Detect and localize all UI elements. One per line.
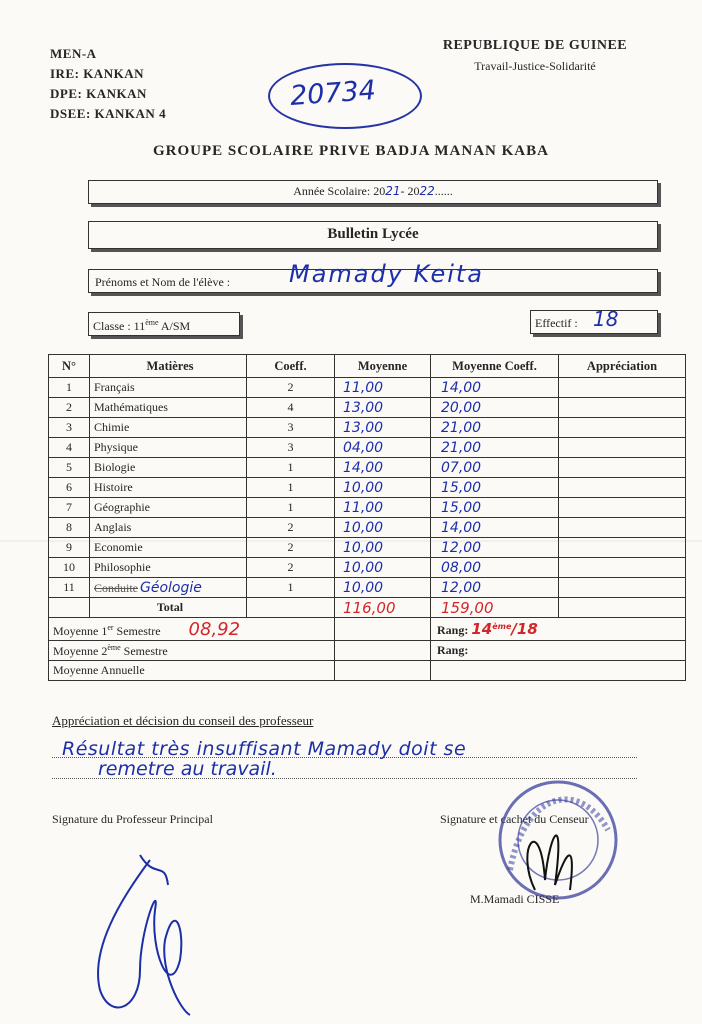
moyenne-cell: 10,00 <box>335 518 431 538</box>
effectif-value: 18 <box>593 307 619 331</box>
semester1-label-sup: er <box>107 622 114 632</box>
appreciation-cell <box>559 518 686 538</box>
row-number: 6 <box>49 478 90 498</box>
dsee-line: DSEE: KANKAN 4 <box>50 106 167 121</box>
moyenne-cell: 04,00 <box>335 438 431 458</box>
row-number: 3 <box>49 418 90 438</box>
grade-row <box>49 578 686 598</box>
class-label-suffix: A/SM <box>158 319 191 333</box>
semester1-blank <box>335 618 431 641</box>
appreciation-text-2: remetre au travail. <box>98 758 277 780</box>
censor-signature-label: Signature et cachet du Censeur <box>440 812 589 826</box>
semester2-label-suffix: Semestre <box>120 643 168 658</box>
moyenne-coeff-cell: 15,00 <box>431 478 559 498</box>
grade-row <box>49 498 686 518</box>
total-moyenne: 116,00 <box>335 598 431 618</box>
semester1-row <box>49 618 686 641</box>
total-row <box>49 598 686 618</box>
moyenne-coeff-cell: 21,00 <box>431 418 559 438</box>
semester2-label-text: Moyenne 2 <box>53 643 108 658</box>
row-number: 4 <box>49 438 90 458</box>
subject-name: Chimie <box>94 420 130 434</box>
grade-row <box>49 458 686 478</box>
grades-table <box>48 354 686 681</box>
col-header-number: N° <box>49 355 90 378</box>
subject-cell <box>90 578 247 598</box>
subject-name: Géographie <box>94 500 150 514</box>
semester1-label-suffix: Semestre <box>113 623 161 638</box>
appreciation-cell <box>559 378 686 398</box>
total-coeff <box>247 598 335 618</box>
class-label-prefix: Classe : 11 <box>93 319 146 333</box>
col-header-moyenne-coeff: Moyenne Coeff. <box>431 355 559 378</box>
effectif-box <box>530 307 658 334</box>
school-year-end: 22 <box>419 184 435 198</box>
semester2-row <box>49 641 686 661</box>
annual-row <box>49 661 686 681</box>
bulletin-title: Bulletin Lycée <box>327 226 419 242</box>
subject-cell <box>90 438 247 458</box>
subject-cell <box>90 458 247 478</box>
moyenne-coeff-cell: 21,00 <box>431 438 559 458</box>
total-blank <box>49 598 90 618</box>
class-label <box>93 318 190 334</box>
moyenne-coeff-cell: 08,00 <box>431 558 559 578</box>
class-label-sup: ème <box>145 318 159 327</box>
grade-row <box>49 558 686 578</box>
school-year-start: 21 <box>385 184 401 198</box>
appreciation-cell <box>559 398 686 418</box>
school-year-label: Année Scolaire: 20 <box>293 184 386 198</box>
grades-header-row <box>49 355 686 378</box>
moyenne-coeff-cell: 20,00 <box>431 398 559 418</box>
row-number: 7 <box>49 498 90 518</box>
subject-name: Conduite <box>94 580 138 595</box>
moyenne-coeff-cell: 12,00 <box>431 538 559 558</box>
effectif-label: Effectif : <box>535 316 578 330</box>
moyenne-coeff-cell: 15,00 <box>431 498 559 518</box>
subject-name: Physique <box>94 440 139 454</box>
rank-sup: ème <box>492 622 512 631</box>
coeff-cell: 2 <box>247 378 335 398</box>
rank2-label: Rang: <box>437 643 469 657</box>
moyenne-coeff-cell: 12,00 <box>431 578 559 598</box>
appreciation-cell <box>559 418 686 438</box>
doc-number: 20734 <box>289 75 377 112</box>
total-moyenne-coeff: 159,00 <box>431 598 559 618</box>
coeff-cell: 1 <box>247 578 335 598</box>
school-year-mid: - 20 <box>400 184 420 198</box>
moyenne-cell: 11,00 <box>335 378 431 398</box>
subject-name: Mathématiques <box>94 400 168 414</box>
annual-rank <box>431 661 686 681</box>
subject-name: Français <box>94 380 135 394</box>
col-header-subject: Matières <box>90 355 247 378</box>
coeff-cell: 1 <box>247 478 335 498</box>
coeff-cell: 2 <box>247 558 335 578</box>
moyenne-cell: 10,00 <box>335 558 431 578</box>
row-number: 2 <box>49 398 90 418</box>
total-appreciation <box>559 598 686 618</box>
appreciation-cell <box>559 458 686 478</box>
moyenne-cell: 10,00 <box>335 478 431 498</box>
moyenne-coeff-cell: 14,00 <box>431 378 559 398</box>
semester2-label <box>49 641 335 661</box>
subject-cell <box>90 518 247 538</box>
semester1-average: 08,92 <box>188 618 241 640</box>
coeff-cell: 3 <box>247 438 335 458</box>
republic-title: REPUBLIQUE DE GUINEE <box>442 38 628 53</box>
coeff-cell: 1 <box>247 458 335 478</box>
appreciation-cell <box>559 478 686 498</box>
moyenne-cell: 10,00 <box>335 578 431 598</box>
subject-cell <box>90 498 247 518</box>
grade-row <box>49 378 686 398</box>
appreciation-cell <box>559 538 686 558</box>
subject-cell <box>90 398 247 418</box>
row-number: 8 <box>49 518 90 538</box>
coeff-cell: 3 <box>247 418 335 438</box>
col-header-moyenne: Moyenne <box>335 355 431 378</box>
coeff-cell: 2 <box>247 518 335 538</box>
republic-header <box>432 38 638 74</box>
appreciation-cell <box>559 438 686 458</box>
appreciation-text-1: Résultat très insuffisant Mamady doit se <box>62 738 467 760</box>
moyenne-coeff-cell: 14,00 <box>431 518 559 538</box>
subject-cell <box>90 378 247 398</box>
row-number: 5 <box>49 458 90 478</box>
school-name: GROUPE SCOLAIRE PRIVE BADJA MANAN KABA <box>153 143 549 159</box>
subject-cell <box>90 418 247 438</box>
subject-name: Histoire <box>94 480 133 494</box>
school-year-dots: ...... <box>434 184 453 198</box>
student-name: Mamady Keita <box>289 260 484 288</box>
appreciation-cell <box>559 578 686 598</box>
grade-row <box>49 538 686 558</box>
semester1-label-text: Moyenne 1 <box>53 623 108 638</box>
subject-cell <box>90 538 247 558</box>
coeff-cell: 1 <box>247 498 335 518</box>
school-year <box>89 184 657 199</box>
subject-name: Biologie <box>94 460 136 474</box>
row-number: 11 <box>49 578 90 598</box>
semester1-rank <box>431 618 686 641</box>
bulletin-title-box <box>88 221 658 249</box>
col-header-coeff: Coeff. <box>247 355 335 378</box>
annual-label: Moyenne Annuelle <box>49 661 335 681</box>
school-year-box <box>88 180 658 204</box>
subject-name: Philosophie <box>94 560 151 574</box>
semester2-rank <box>431 641 686 661</box>
school-stamp <box>480 770 650 910</box>
subject-cell <box>90 558 247 578</box>
row-number: 9 <box>49 538 90 558</box>
coeff-cell: 2 <box>247 538 335 558</box>
coeff-cell: 4 <box>247 398 335 418</box>
appreciation-heading: Appréciation et décision du conseil des professeur <box>52 713 314 728</box>
semester2-label-sup: ème <box>107 642 121 652</box>
censor-name: M.Mamadi CISSE <box>470 892 560 906</box>
row-number: 1 <box>49 378 90 398</box>
grade-row <box>49 438 686 458</box>
moyenne-cell: 13,00 <box>335 398 431 418</box>
appreciation-cell <box>559 558 686 578</box>
rank-label: Rang: <box>437 623 469 637</box>
admin-header <box>50 44 166 124</box>
moyenne-cell: 14,00 <box>335 458 431 478</box>
subject-name-handwritten: Géologie <box>140 579 202 596</box>
grade-row <box>49 418 686 438</box>
semester1-label <box>49 618 335 641</box>
subject-name: Economie <box>94 540 143 554</box>
moyenne-cell: 11,00 <box>335 498 431 518</box>
appreciation-cell <box>559 498 686 518</box>
grade-row <box>49 398 686 418</box>
moyenne-cell: 13,00 <box>335 418 431 438</box>
total-label: Total <box>90 598 247 618</box>
rank-value: 14 <box>471 620 493 638</box>
subject-cell <box>90 478 247 498</box>
col-header-appreciation: Appréciation <box>559 355 686 378</box>
prof-signature <box>80 840 200 1020</box>
student-name-box <box>88 260 658 293</box>
annual-blank <box>335 661 431 681</box>
grade-row <box>49 478 686 498</box>
student-name-label: Prénoms et Nom de l'élève : <box>95 275 231 289</box>
semester2-blank <box>335 641 431 661</box>
dpe-line: DPE: KANKAN <box>50 86 147 101</box>
republic-motto: Travail-Justice-Solidarité <box>474 59 596 73</box>
prof-signature-label: Signature du Professeur Principal <box>52 812 213 826</box>
ministry-line: MEN-A <box>50 46 97 61</box>
moyenne-coeff-cell: 07,00 <box>431 458 559 478</box>
rank-total: /18 <box>511 620 538 638</box>
moyenne-cell: 10,00 <box>335 538 431 558</box>
ire-line: IRE: KANKAN <box>50 66 144 81</box>
class-box <box>88 312 240 336</box>
grade-row <box>49 518 686 538</box>
row-number: 10 <box>49 558 90 578</box>
subject-name: Anglais <box>94 520 132 534</box>
